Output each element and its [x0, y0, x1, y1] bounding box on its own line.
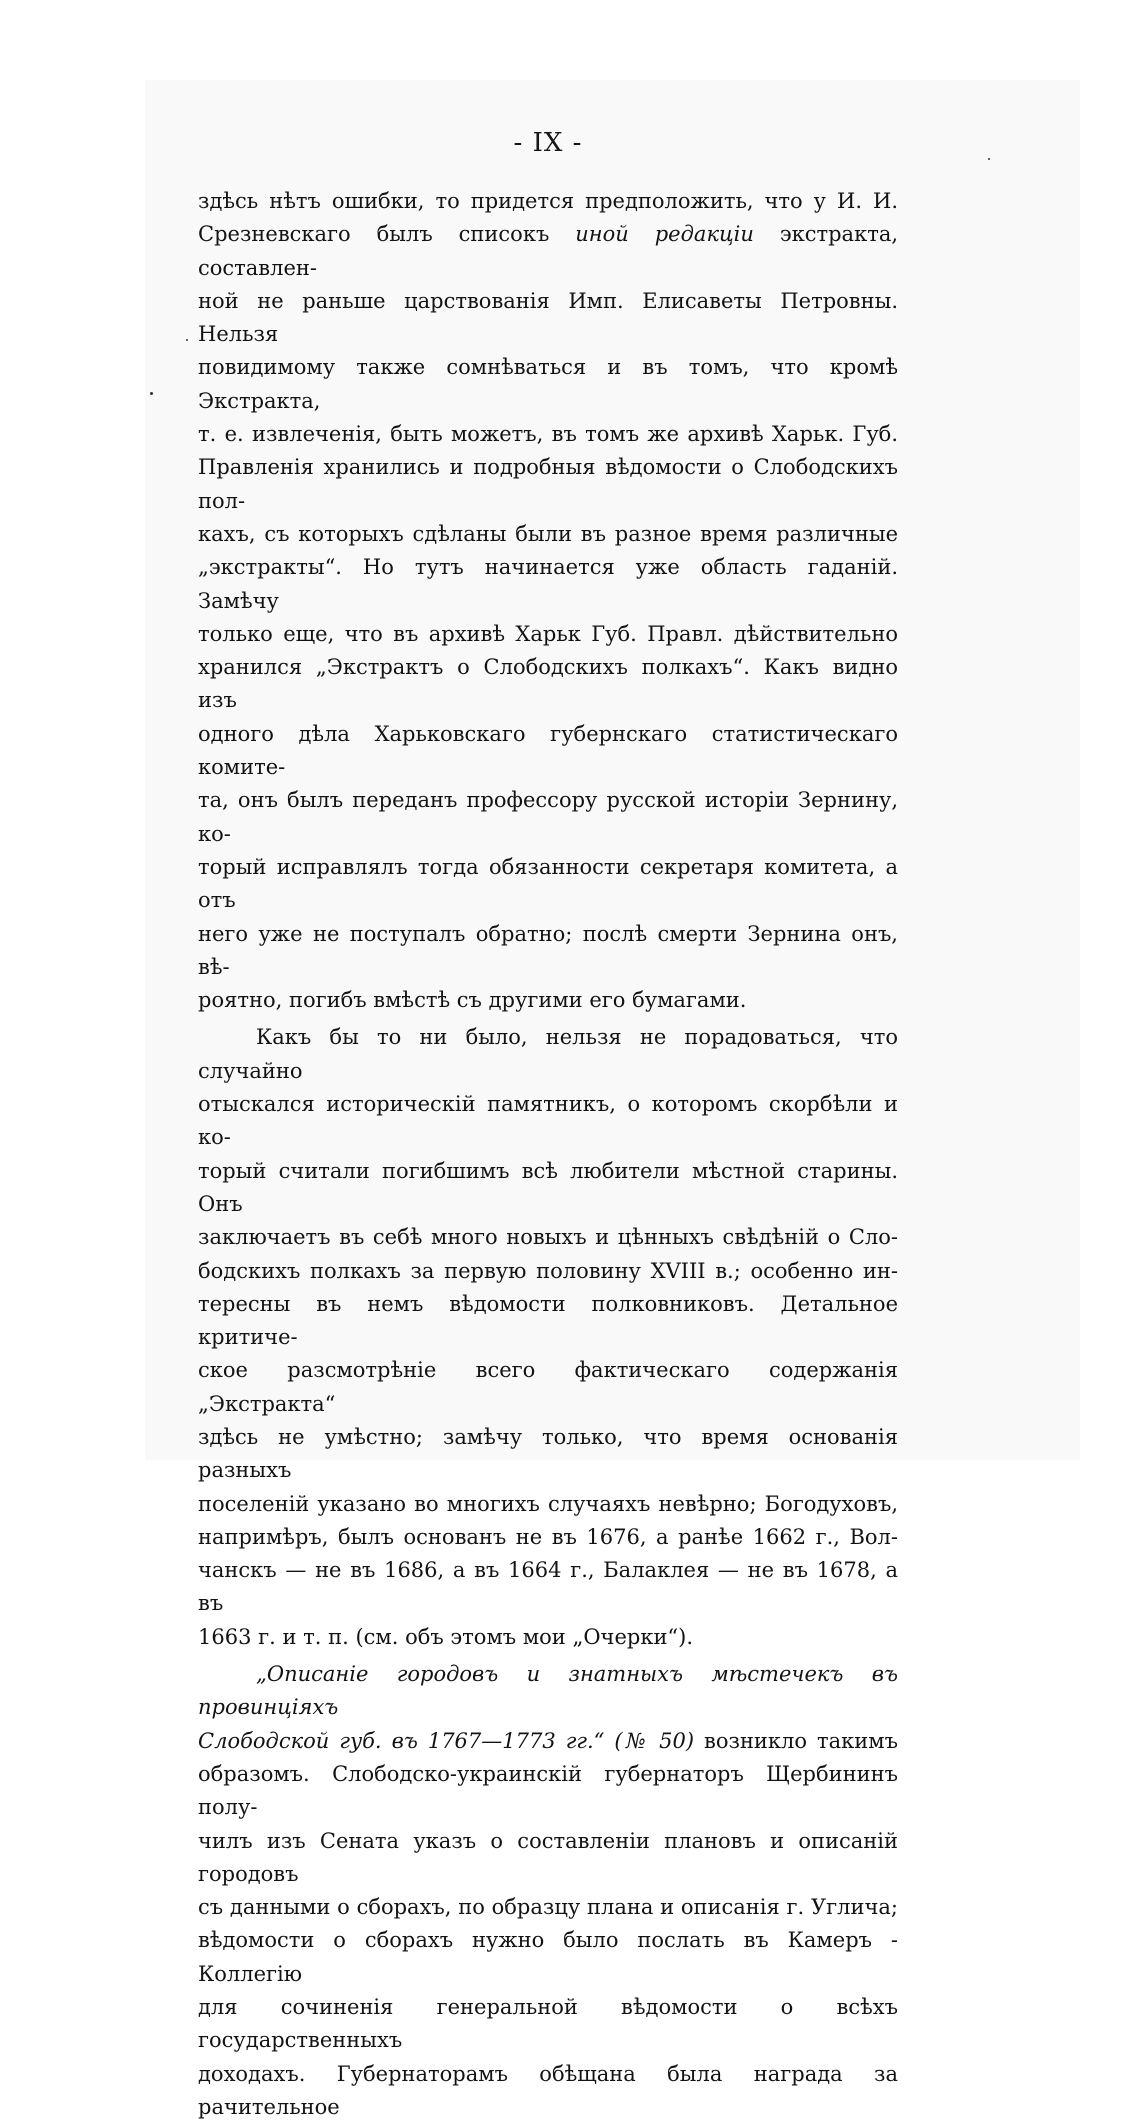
text-line: т. е. извлеченія, быть можетъ, въ томъ же архивѣ Харьк. Губ.: [198, 422, 898, 447]
print-speck: [150, 392, 153, 395]
print-speck: [988, 158, 990, 160]
text-line: здѣсь не умѣстно; замѣчу только, что время основанія разныхъ: [198, 1424, 898, 1483]
text-line: образомъ. Слободско-украинскій губернаторъ Щербининъ полу-: [198, 1761, 898, 1820]
text-line: напримѣръ, былъ основанъ не въ 1676, а ранѣе 1662 г., Вол-: [198, 1524, 898, 1549]
page-number: - IX -: [513, 128, 583, 158]
text-line: доходахъ. Губернаторамъ обѣщана была награда за рачительное: [198, 2061, 898, 2119]
italic-phrase: Слободской губ. въ 1767—1773 гг.“ (№ 50): [198, 1728, 695, 1753]
print-speck: [186, 339, 188, 341]
text-line: чанскъ — не въ 1686, а въ 1664 г., Балаклея — не въ 1678, а въ: [198, 1558, 898, 1616]
text-line: съ данными о сборахъ, по образцу плана и описанія г. Углича;: [198, 1895, 898, 1920]
text-line: Слободской губ. въ 1767—1773 гг.“ (№ 50) возникло такимъ: [198, 1728, 898, 1753]
text-line: для сочиненія генеральной вѣдомости о всѣхъ государственныхъ: [198, 1995, 898, 2053]
text-line: вѣдомости о сборахъ нужно было послать въ Камеръ - Коллегію: [198, 1928, 898, 1986]
text-line: кахъ, съ которыхъ сдѣланы были въ разное время различные: [198, 521, 898, 546]
text-line: отыскался историческій памятникъ, о которомъ скорбѣли и ко-: [198, 1092, 898, 1150]
text-line: чилъ изъ Сената указъ о составленіи плановъ и описаній городовъ: [198, 1828, 898, 1886]
body-text: [198, 185, 898, 2124]
text-line: поселеній указано во многихъ случаяхъ невѣрно; Богодуховъ,: [198, 1491, 898, 1516]
text-line: повидимому также сомнѣваться и въ томъ, что кромѣ Экстракта,: [198, 355, 898, 413]
text-line: одного дѣла Харьковскаго губернскаго статистическаго комите-: [198, 721, 898, 780]
text-line: „экстракты“. Но тутъ начинается уже область гаданій. Замѣчу: [198, 555, 898, 613]
text-line: бодскихъ полкахъ за первую половину XVIII в.; особенно ин-: [198, 1258, 898, 1283]
text-line: торый исправлялъ тогда обязанности секретаря комитета, а отъ: [198, 854, 898, 913]
text-line: здѣсь нѣтъ ошибки, то придется предположить, что у И. И.: [198, 189, 898, 213]
text-line: та, онъ былъ переданъ профессору русской исторіи Зернину, ко-: [198, 788, 898, 846]
text-line: Правленія хранились и подробныя вѣдомости о Слободскихъ пол-: [198, 455, 898, 513]
text-line: 1663 г. и т. п. (см. объ этомъ мои „Очерки“).: [198, 1624, 694, 1649]
italic-phrase: „Описаніе городовъ и знатныхъ мѣстечекъ въ провинціяхъ: [198, 1662, 898, 1720]
text-line: только еще, что въ архивѣ Харьк Губ. Правл. дѣйствительно: [198, 621, 898, 646]
text-line: роятно, погибъ вмѣстѣ съ другими его бумагами.: [198, 988, 747, 1013]
text-line: [198, 218, 898, 285]
text-fragment: Срезневскаго былъ списокъ иной редакціи экстракта, составлен-: [198, 222, 899, 280]
italic-phrase: иной редакціи: [575, 222, 754, 247]
text-line: ной не раньше царствованія Имп. Елисаветы Петровны. Нельзя: [198, 288, 898, 347]
text-line: Какъ бы то ни было, нельзя не порадоваться, что случайно: [198, 1025, 898, 1083]
text-line: тересны въ немъ вѣдомости полковниковъ. Детальное критиче-: [198, 1291, 898, 1350]
text-line: хранился „Экстрактъ о Слободскихъ полкахъ“. Какъ видно изъ: [198, 655, 898, 713]
text-line: торый считали погибшимъ всѣ любители мѣстной старины. Онъ: [198, 1158, 898, 1216]
text-line: [198, 1658, 898, 1725]
text-line: него уже не поступалъ обратно; послѣ смерти Зернина онъ, вѣ-: [198, 921, 898, 979]
text-line: ское разсмотрѣніе всего фактическаго содержанія „Экстракта“: [198, 1358, 898, 1416]
text-line: заключаетъ въ себѣ много новыхъ и цѣнныхъ свѣдѣній о Сло-: [198, 1225, 898, 1250]
